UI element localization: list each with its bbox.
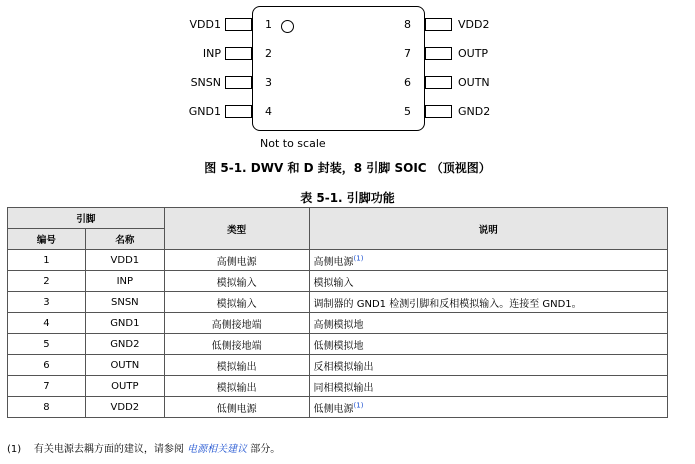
figure-caption: 图 5-1. DWV 和 D 封装，8 引脚 SOIC （顶视图）: [204, 161, 491, 175]
pad-7: [425, 47, 452, 60]
cell-description: 模拟输入: [309, 271, 667, 292]
pad-3: [225, 76, 252, 89]
pin-number-left: 3: [265, 76, 272, 89]
cell-name: OUTN: [85, 355, 164, 376]
cell-type: 高侧电源: [164, 250, 309, 271]
footnote: [7, 440, 280, 455]
pad-1: [225, 18, 252, 31]
pad-8: [425, 18, 452, 31]
table-row: [8, 292, 668, 313]
pin1-marker-icon: [281, 20, 294, 33]
pin-number-right: 8: [404, 18, 411, 31]
header-name: 名称: [85, 229, 164, 250]
cell-number: 8: [8, 397, 86, 418]
table-row: [8, 355, 668, 376]
table-row: [8, 250, 668, 271]
table-row: [8, 376, 668, 397]
cell-name: OUTP: [85, 376, 164, 397]
cell-type: 低侧接地端: [164, 334, 309, 355]
header-description: 说明: [309, 208, 667, 250]
pad-2: [225, 47, 252, 60]
pin-name-right: GND2: [458, 105, 491, 118]
footnote-marker: (1): [7, 444, 22, 455]
cell-description: 反相模拟输出: [309, 355, 667, 376]
pin-name-right: OUTP: [458, 47, 489, 60]
scale-note: Not to scale: [260, 137, 326, 150]
pin-name-right: VDD2: [458, 18, 490, 31]
pin-functions-table: [7, 207, 668, 418]
cell-type: 模拟输入: [164, 292, 309, 313]
cell-description: 低侧模拟地: [309, 334, 667, 355]
ic-body: [252, 6, 425, 131]
pin-number-left: 1: [265, 18, 272, 31]
cell-type: 模拟输入: [164, 271, 309, 292]
table-row: [8, 313, 668, 334]
cell-number: 2: [8, 271, 86, 292]
pin-name-left: GND1: [188, 105, 221, 118]
pad-5: [425, 105, 452, 118]
pin-name-right: OUTN: [458, 76, 490, 89]
footnote-ref[interactable]: (1): [353, 401, 364, 410]
cell-type: 模拟输出: [164, 355, 309, 376]
table-row: [8, 334, 668, 355]
cell-description: 同相模拟输出: [309, 376, 667, 397]
cell-name: GND1: [85, 313, 164, 334]
cell-description: 高侧模拟地: [309, 313, 667, 334]
footnote-text-end: 部分。: [250, 444, 281, 455]
cell-number: 4: [8, 313, 86, 334]
footnote-text: 有关电源去耦方面的建议，请参阅: [33, 444, 184, 455]
cell-type: 模拟输出: [164, 376, 309, 397]
pad-4: [225, 105, 252, 118]
footnote-ref[interactable]: (1): [353, 254, 364, 263]
header-number: 编号: [8, 229, 86, 250]
header-pin-group: 引脚: [8, 208, 165, 229]
table-row: [8, 397, 668, 418]
cell-name: SNSN: [85, 292, 164, 313]
cell-number: 7: [8, 376, 86, 397]
footnote-link[interactable]: 电源相关建议: [187, 444, 248, 455]
cell-type: 低侧电源: [164, 397, 309, 418]
cell-number: 6: [8, 355, 86, 376]
cell-number: 1: [8, 250, 86, 271]
pad-6: [425, 76, 452, 89]
cell-number: 3: [8, 292, 86, 313]
pin-number-left: 4: [265, 105, 272, 118]
pin-number-right: 7: [404, 47, 411, 60]
cell-description: 低侧电源$^{(1)}$: [309, 397, 667, 418]
cell-name: GND2: [85, 334, 164, 355]
pin-number-right: 5: [404, 105, 411, 118]
pin-number-left: 2: [265, 47, 272, 60]
cell-description: 调制器的 GND1 检测引脚和反相模拟输入。连接至 GND1。: [309, 292, 667, 313]
pin-name-left: VDD1: [189, 18, 221, 31]
cell-type: 高侧接地端: [164, 313, 309, 334]
cell-number: 5: [8, 334, 86, 355]
table-row: [8, 271, 668, 292]
cell-name: VDD1: [85, 250, 164, 271]
pin-name-left: INP: [202, 47, 221, 60]
cell-name: VDD2: [85, 397, 164, 418]
pin-name-left: SNSN: [190, 76, 221, 89]
pin-number-right: 6: [404, 76, 411, 89]
table-caption: 表 5-1. 引脚功能: [300, 191, 395, 205]
header-type: 类型: [164, 208, 309, 250]
cell-description: 高侧电源$^{(1)}$: [309, 250, 667, 271]
cell-name: INP: [85, 271, 164, 292]
